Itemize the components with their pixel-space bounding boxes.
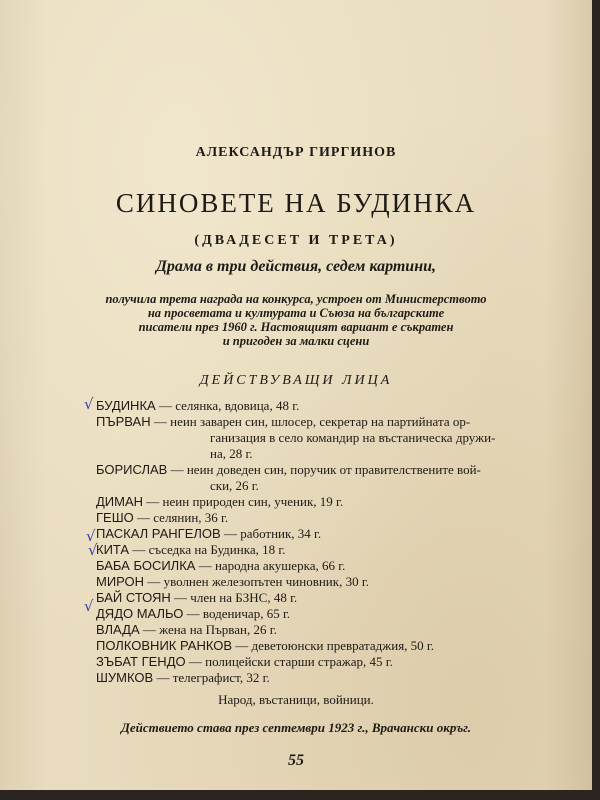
character-name: ШУМКОВ: [96, 670, 154, 685]
cast-entry: [96, 558, 345, 574]
character-description: — полицейски старши стражар, 45 г.: [185, 654, 393, 669]
pencil-check-icon: √: [84, 395, 94, 413]
author-name: АЛЕКСАНДЪР ГИРГИНОВ: [195, 145, 397, 160]
cast-entry: [96, 606, 290, 622]
character-description-continued: на, 28 г.: [210, 446, 253, 461]
cast-entry: [96, 574, 369, 590]
setting-line: Действието става през септември 1923 г., Врачански окръг.: [120, 720, 472, 735]
cast-entry: [96, 510, 228, 526]
character-description: — воденичар, 65 г.: [183, 606, 291, 621]
character-description: — телеграфист, 32 г.: [153, 670, 270, 685]
character-description: — деветоюнски превратаджия, 50 г.: [232, 638, 435, 653]
play-title: СИНОВЕТЕ НА БУДИНКА: [115, 188, 477, 218]
play-genre: Драма в три действия, седем картини,: [156, 258, 436, 275]
character-name: МИРОН: [96, 574, 145, 589]
cast-entry: [96, 638, 434, 654]
character-description: — съседка на Будинка, 18 г.: [129, 542, 286, 557]
character-description-continued: ски, 26 г.: [210, 478, 259, 493]
cast-entry: [96, 462, 481, 478]
character-name: ПЪРВАН: [96, 414, 151, 429]
character-description: — уволнен железопътен чиновник, 30 г.: [144, 574, 369, 589]
character-description: — селянин, 36 г.: [133, 510, 229, 525]
character-name: ГЕШО: [96, 510, 134, 525]
cast-entry: [96, 398, 299, 414]
character-description-continued: ганизация в село командир на въстаническа дружи-: [210, 430, 496, 445]
play-subtitle: (ДВАДЕСЕТ И ТРЕТА): [194, 233, 398, 248]
character-name: БАБА БОСИЛКА: [96, 558, 196, 573]
pencil-check-icon: √: [84, 597, 94, 615]
cast-entry: [96, 654, 393, 670]
pencil-check-icon: √: [86, 527, 96, 545]
character-name: ЗЪБАТ ГЕНДО: [96, 654, 186, 669]
award-note-line: получила трета награда на конкурса, устроен от Министерството: [105, 292, 487, 306]
character-name: ПАСКАЛ РАНГЕЛОВ: [96, 526, 221, 541]
pencil-check-icon: √: [88, 541, 98, 559]
character-name: БУДИНКА: [96, 398, 156, 413]
cast-entry: [96, 414, 470, 430]
cast-entry: [96, 622, 277, 638]
character-name: ВЛАДА: [96, 622, 140, 637]
character-description: — селянка, вдовица, 48 г.: [155, 398, 300, 413]
character-name: ДИМАН: [96, 494, 144, 509]
cast-entry: [96, 494, 343, 510]
character-description: — неин заварен син, шлосер, секретар на партийната ор-: [150, 414, 471, 429]
cast-heading: ДЕЙСТВУВАЩИ ЛИЦА: [199, 373, 393, 388]
character-name: ПОЛКОВНИК РАНКОВ: [96, 638, 233, 653]
cast-entry: [96, 542, 285, 558]
page-number: 55: [288, 752, 304, 769]
award-note-line: на просветата и културата и Съюза на българските: [147, 306, 445, 320]
character-name: БОРИСЛАВ: [96, 462, 168, 477]
award-note-line: писатели през 1960 г. Настоящият вариант е съкратен: [138, 320, 454, 334]
character-name: БАЙ СТОЯН: [96, 590, 171, 605]
character-description: — неин доведен син, поручик от правителствените вой-: [167, 462, 481, 477]
character-description: — работник, 34 г.: [220, 526, 322, 541]
cast-entry: [96, 526, 321, 542]
character-name: КИТА: [96, 542, 130, 557]
character-description: — неин природен син, ученик, 19 г.: [143, 494, 344, 509]
award-note-line: и пригоден за малки сцени: [222, 334, 370, 348]
character-description: — жена на Първан, 26 г.: [139, 622, 277, 637]
extras-line: Народ, въстаници, войници.: [218, 692, 374, 707]
character-description: — член на БЗНС, 48 г.: [170, 590, 298, 605]
cast-entry: [96, 590, 297, 606]
character-description: — народна акушерка, 66 г.: [195, 558, 346, 573]
cast-entry: [96, 670, 270, 686]
character-name: ДЯДО МАЛЬО: [96, 606, 184, 621]
